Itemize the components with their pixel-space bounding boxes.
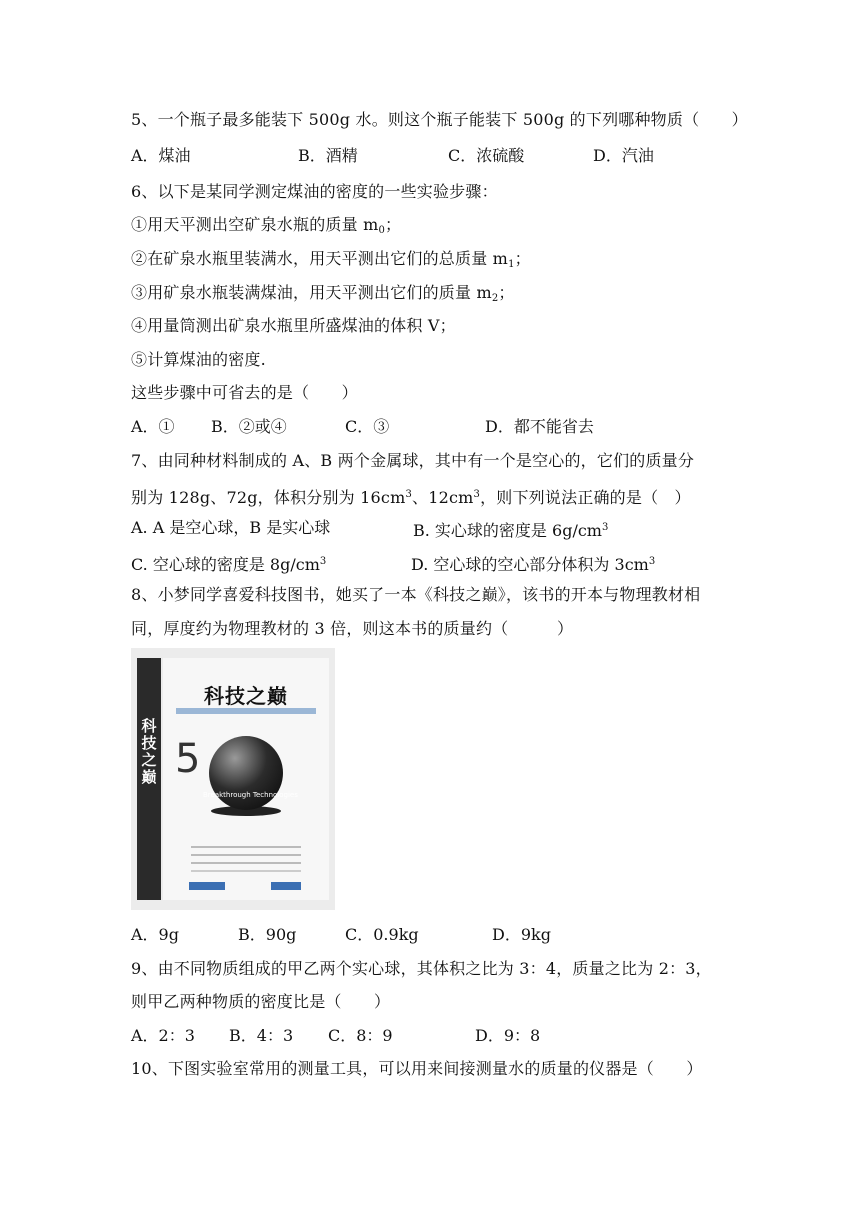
q8-option-d: D．9kg	[492, 925, 551, 944]
book-text-lines	[191, 846, 301, 848]
q9-option-b: B．4：3	[229, 1026, 294, 1045]
q5-option-b: B．酒精	[298, 146, 358, 165]
question-7-line-2: 别为 128g、72g，体积分别为 $16cm^3$、$12cm^3$，则下列说法正确的是（ ）	[131, 488, 691, 507]
q5-option-a: A．煤油	[131, 146, 191, 165]
question-6-stem: 6、以下是某同学测定煤油的密度的一些实验步骤：	[131, 182, 498, 201]
q6-step-4: ④用量筒测出矿泉水瓶里所盛煤油的体积 V；	[131, 316, 456, 335]
book-subtitle-band	[176, 708, 316, 714]
q9-option-c: C．8：9	[328, 1026, 393, 1045]
question-8-line-1: 8、小梦同学喜爱科技图书，她买了一本《科技之巅》，该书的开本与物理教材相	[131, 585, 701, 604]
q6-option-c: C．③	[345, 417, 390, 436]
q7-option-c: C. 空心球的密度是 $8g/cm^3$	[131, 555, 327, 574]
q6-question: 这些步骤中可省去的是（ ）	[131, 383, 358, 402]
question-9-line-2: 则甲乙两种物质的密度比是（ ）	[131, 992, 391, 1011]
q6-option-a: A．①	[131, 417, 175, 436]
q7-option-b: B. 实心球的密度是 $6g/cm^3$	[413, 521, 609, 540]
q8-option-b: B．90g	[238, 925, 297, 944]
book-spine-title: 科技之巅	[141, 717, 157, 786]
book-english-title: Breakthrough Technologies	[203, 791, 298, 799]
q7-option-a: A. A 是空心球，B 是实心球	[131, 518, 331, 537]
q6-step-2: ②在矿泉水瓶里装满水，用天平测出它们的总质量 $m_1$；	[131, 249, 531, 270]
q8-option-a: A．9g	[131, 925, 179, 944]
question-7-line-1: 7、由同种材料制成的 A、B 两个金属球，其中有一个是空心的，它们的质量分	[131, 451, 695, 470]
q6-step-5: ⑤计算煤油的密度.	[131, 350, 266, 369]
q6-step-3: ③用矿泉水瓶装满煤油，用天平测出它们的质量 $m_2$；	[131, 283, 515, 304]
q5-option-d: D．汽油	[593, 146, 654, 165]
book-number-five: 5	[175, 736, 201, 782]
question-10-stem: 10、下图实验室常用的测量工具，可以用来间接测量水的质量的仪器是（ ）	[131, 1059, 703, 1078]
q7-option-d: D. 空心球的空心部分体积为 $3cm^3$	[411, 555, 656, 574]
book-title: 科技之巅	[204, 684, 288, 708]
publisher-logo-2	[271, 882, 301, 890]
q6-option-d: D．都不能省去	[485, 417, 594, 436]
q9-option-a: A．2：3	[131, 1026, 195, 1045]
question-9-line-1: 9、由不同物质组成的甲乙两个实心球，其体积之比为 3：4，质量之比为 2：3，	[131, 959, 712, 978]
q8-option-c: C．0.9kg	[345, 925, 419, 944]
question-8-line-2: 同，厚度约为物理教材的 3 倍，则这本书的质量约（ ）	[131, 619, 574, 638]
q9-option-d: D．9：8	[475, 1026, 541, 1045]
q6-step-1: ①用天平测出空矿泉水瓶的质量 $m_0$；	[131, 215, 402, 236]
publisher-logo	[189, 882, 225, 890]
q5-option-c: C．浓硫酸	[448, 146, 525, 165]
question-5-stem: 5、一个瓶子最多能装下 500g 水。则这个瓶子能装下 500g 的下列哪种物质（ ）	[131, 110, 748, 129]
book-cover-image	[131, 648, 335, 910]
q6-option-b: B．②或④	[211, 417, 287, 436]
